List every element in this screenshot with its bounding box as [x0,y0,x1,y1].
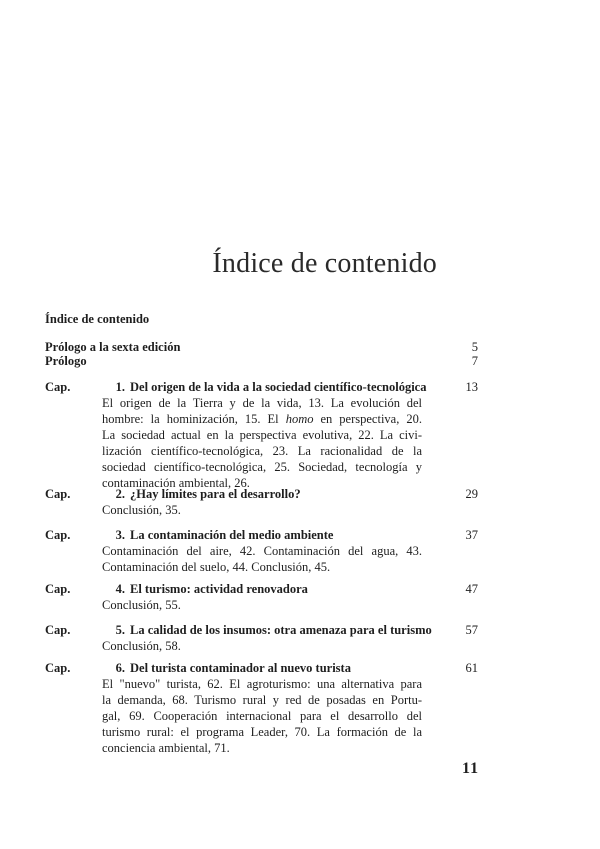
contents-line: la demanda, 68. Turismo rural y red de posadas en Portu- [102,693,422,707]
contents-line: contaminación ambiental, 26. [102,476,250,490]
contents-line: Conclusión, 35. [102,503,181,517]
chapter-number: 5. [115,623,125,637]
chapter-label: Cap. [45,528,71,542]
chapter-title: Del turista contaminador al nuevo turista [130,661,351,675]
contents-line: El origen de la Tierra y de la vida, 13. La evolución del [102,396,422,410]
chapter-title: Del origen de la vida a la sociedad científico-tecnológica [130,380,427,394]
chapter-page: 37 [465,528,478,542]
chapter-title: La calidad de los insumos: otra amenaza para el turismo [130,623,432,637]
chapter-contents [102,638,422,654]
chapter-page: 13 [465,380,478,394]
section-heading: Índice de contenido [45,312,150,326]
preface-page: 5 [471,340,478,354]
contents-line: sociedad científico-tecnológica, 25. Sociedad, tecnología y [102,460,422,474]
chapter-number: 6. [115,661,125,675]
chapter-number: 4. [115,582,125,596]
chapter-title: El turismo: actividad renovadora [130,582,308,596]
chapter-title: ¿Hay límites para el desarrollo? [130,487,301,501]
chapter-page: 61 [465,661,478,675]
chapter-page: 57 [465,623,478,637]
chapter-label: Cap. [45,623,71,637]
contents-line: Conclusión, 55. [102,598,181,612]
contents-line: turismo rural: el programa Leader, 70. La formación de la [102,725,422,739]
contents-line: Conclusión, 58. [102,639,181,653]
chapter-label: Cap. [45,487,71,501]
chapter-page: 29 [465,487,478,501]
page-title: Índice de contenido [212,248,437,279]
contents-line: hombre: la hominización, 15. El homo en perspectiva, 20. [102,412,422,426]
preface-title: Prólogo a la sexta edición [45,340,181,354]
chapter-title: La contaminación del medio ambiente [130,528,334,542]
preface-title: Prólogo [45,354,87,368]
contents-line: conciencia ambiental, 71. [102,741,230,755]
chapter-page: 47 [465,582,478,596]
contents-line: gal, 69. Cooperación internacional para el desarrollo del [102,709,422,723]
preface-page: 7 [471,354,478,368]
chapter-label: Cap. [45,661,71,675]
page-number: 11 [462,760,480,777]
contents-line: Contaminación del aire, 42. Contaminación del agua, 43. [102,544,422,558]
chapter-number: 1. [115,380,125,394]
contents-line: El "nuevo" turista, 62. El agroturismo: una alternativa para [102,677,422,691]
chapter-number: 3. [115,528,125,542]
contents-line: Contaminación del suelo, 44. Conclusión, 45. [102,560,331,574]
chapter-number: 2. [115,487,125,501]
chapter-contents [102,502,422,518]
contents-line: La sociedad actual en la perspectiva evolutiva, 22. La civi- [102,428,422,442]
emphasis: homo [285,412,314,426]
chapter-contents [102,597,422,613]
chapter-contents [102,543,422,575]
contents-line: lización científico-tecnológica, 23. La racionalidad de la [102,444,422,458]
chapter-label: Cap. [45,582,71,596]
chapter-contents [102,676,422,756]
chapter-contents [102,395,422,491]
chapter-label: Cap. [45,380,71,394]
